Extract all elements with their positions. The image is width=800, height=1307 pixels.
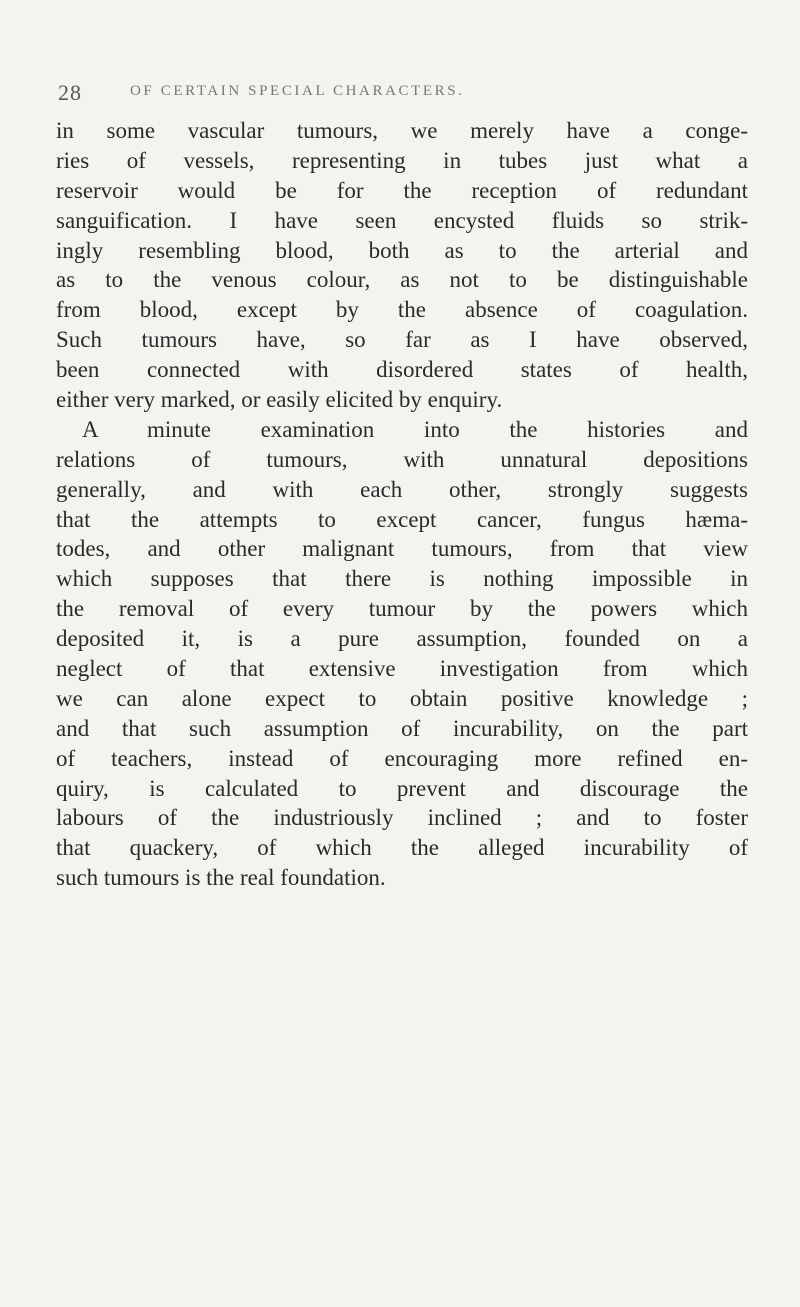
text-line: from blood, except by the absence of coagulation. <box>56 297 748 323</box>
text-line: quiry, is calculated to prevent and discourage the <box>56 775 748 801</box>
body-text <box>56 116 748 893</box>
page-number: 28 <box>58 80 82 105</box>
text-line: A minute examination into the histories and <box>82 416 748 442</box>
text-line: as to the venous colour, as not to be distinguishable <box>56 267 748 293</box>
text-line: we can alone expect to obtain positive knowledge ; <box>56 685 748 711</box>
text-line: reservoir would be for the reception of redundant <box>56 177 748 203</box>
text-line: such tumours is the real foundation. <box>56 865 386 891</box>
text-line: which supposes that there is nothing impossible in <box>56 566 748 592</box>
text-line: sanguification. I have seen encysted fluids so strik- <box>56 207 748 233</box>
text-line: deposited it, is a pure assumption, founded on a <box>56 626 748 652</box>
text-line: generally, and with each other, strongly suggests <box>56 476 748 502</box>
text-line: todes, and other malignant tumours, from that view <box>56 536 748 562</box>
text-line: labours of the industriously inclined ; and to foster <box>56 805 748 831</box>
text-line: either very marked, or easily elicited by enquiry. <box>56 387 503 413</box>
text-line: relations of tumours, with unnatural depositions <box>56 446 748 472</box>
text-line: that the attempts to except cancer, fungus hæma- <box>56 506 748 532</box>
text-line: that quackery, of which the alleged incurability of <box>56 835 748 861</box>
running-title: OF CERTAIN SPECIAL CHARACTERS. <box>130 83 465 99</box>
text-line: and that such assumption of incurability, on the part <box>56 715 748 741</box>
text-line: Such tumours have, so far as I have observed, <box>56 327 748 353</box>
text-line: ingly resembling blood, both as to the arterial and <box>56 237 748 263</box>
text-line: ries of vessels, representing in tubes just what a <box>56 147 748 173</box>
text-line: been connected with disordered states of health, <box>56 357 748 383</box>
text-line: neglect of that extensive investigation from which <box>56 656 748 682</box>
running-header <box>58 80 748 110</box>
text-line: the removal of every tumour by the powers which <box>56 596 748 622</box>
text-line: of teachers, instead of encouraging more refined en- <box>56 745 748 771</box>
text-line: in some vascular tumours, we merely have a conge- <box>56 118 748 143</box>
